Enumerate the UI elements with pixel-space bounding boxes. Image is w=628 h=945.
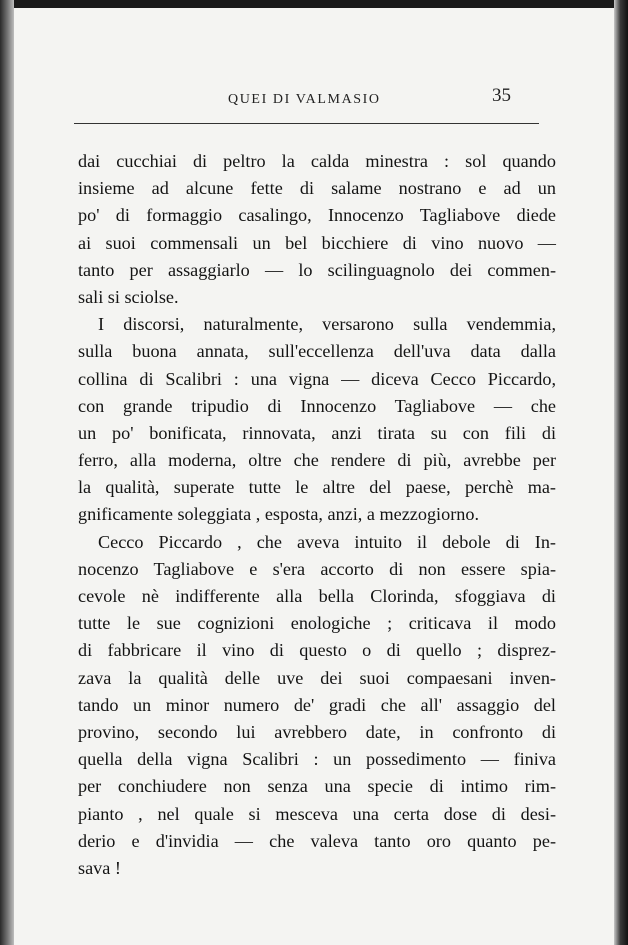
text-line: insieme ad alcune fette di salame nostrano e ad un xyxy=(78,178,556,199)
text-line: la qualità, superate tutte le altre del paese, perchè ma- xyxy=(78,477,556,498)
book-page xyxy=(14,8,614,945)
text-line: con grande tripudio di Innocenzo Tagliabove — che xyxy=(78,395,556,416)
header-rule xyxy=(74,123,539,124)
text-line: per conchiudere non senza una specie di intimo rim- xyxy=(78,776,556,797)
text-line: Cecco Piccardo , che aveva intuito il debole di In- xyxy=(98,531,556,552)
text-line: di fabbricare il vino di questo o di quello ; disprez- xyxy=(78,640,556,661)
text-line: ferro, alla moderna, oltre che rendere di più, avrebbe per xyxy=(78,450,556,471)
book-spine-shadow xyxy=(0,0,14,945)
text-line: sulla buona annata, sull'eccellenza dell'uva data dalla xyxy=(78,341,556,362)
text-line: collina di Scalibri : una vigna — diceva Cecco Piccardo, xyxy=(78,368,556,389)
text-line: derio e d'invidia — che valeva tanto oro quanto pe- xyxy=(78,830,556,851)
text-line: provino, secondo lui avrebbero date, in confronto di xyxy=(78,721,556,742)
text-line: nocenzo Tagliabove e s'era accorto di non essere spia- xyxy=(78,558,556,579)
text-line: zava la qualità delle uve dei suoi compaesani inven- xyxy=(78,667,556,688)
text-line: po' di formaggio casalingo, Innocenzo Tagliabove diede xyxy=(78,205,556,226)
page-edge-shadow xyxy=(614,0,628,945)
text-line: tutte le sue cognizioni enologiche ; criticava il modo xyxy=(78,613,556,634)
running-title: QUEI DI VALMASIO xyxy=(228,92,381,107)
text-line: un po' bonificata, rinnovata, anzi tirata su con fili di xyxy=(78,422,556,443)
text-line: pianto , nel quale si mesceva una certa dose di desi- xyxy=(78,803,556,824)
text-line: ai suoi commensali un bel bicchiere di vino nuovo — xyxy=(78,232,556,253)
text-line: sali si sciolse. xyxy=(78,286,179,307)
body-text xyxy=(78,148,556,882)
text-line: quella della vigna Scalibri : un possedimento — finiva xyxy=(78,749,556,770)
text-line: sava ! xyxy=(78,857,121,878)
text-line: I discorsi, naturalmente, versarono sulla vendemmia, xyxy=(98,314,556,335)
text-line: dai cucchiai di peltro la calda minestra : sol quando xyxy=(78,151,556,171)
text-line: gnificamente soleggiata , esposta, anzi, a mezzogiorno. xyxy=(78,504,479,525)
page-number: 35 xyxy=(492,85,511,106)
text-line: cevole nè indifferente alla bella Clorinda, sfoggiava di xyxy=(78,586,556,606)
text-line: tanto per assaggiarlo — lo scilinguagnolo dei commen- xyxy=(78,259,556,280)
text-line: tando un minor numero de' gradi che all' assaggio del xyxy=(78,694,556,715)
